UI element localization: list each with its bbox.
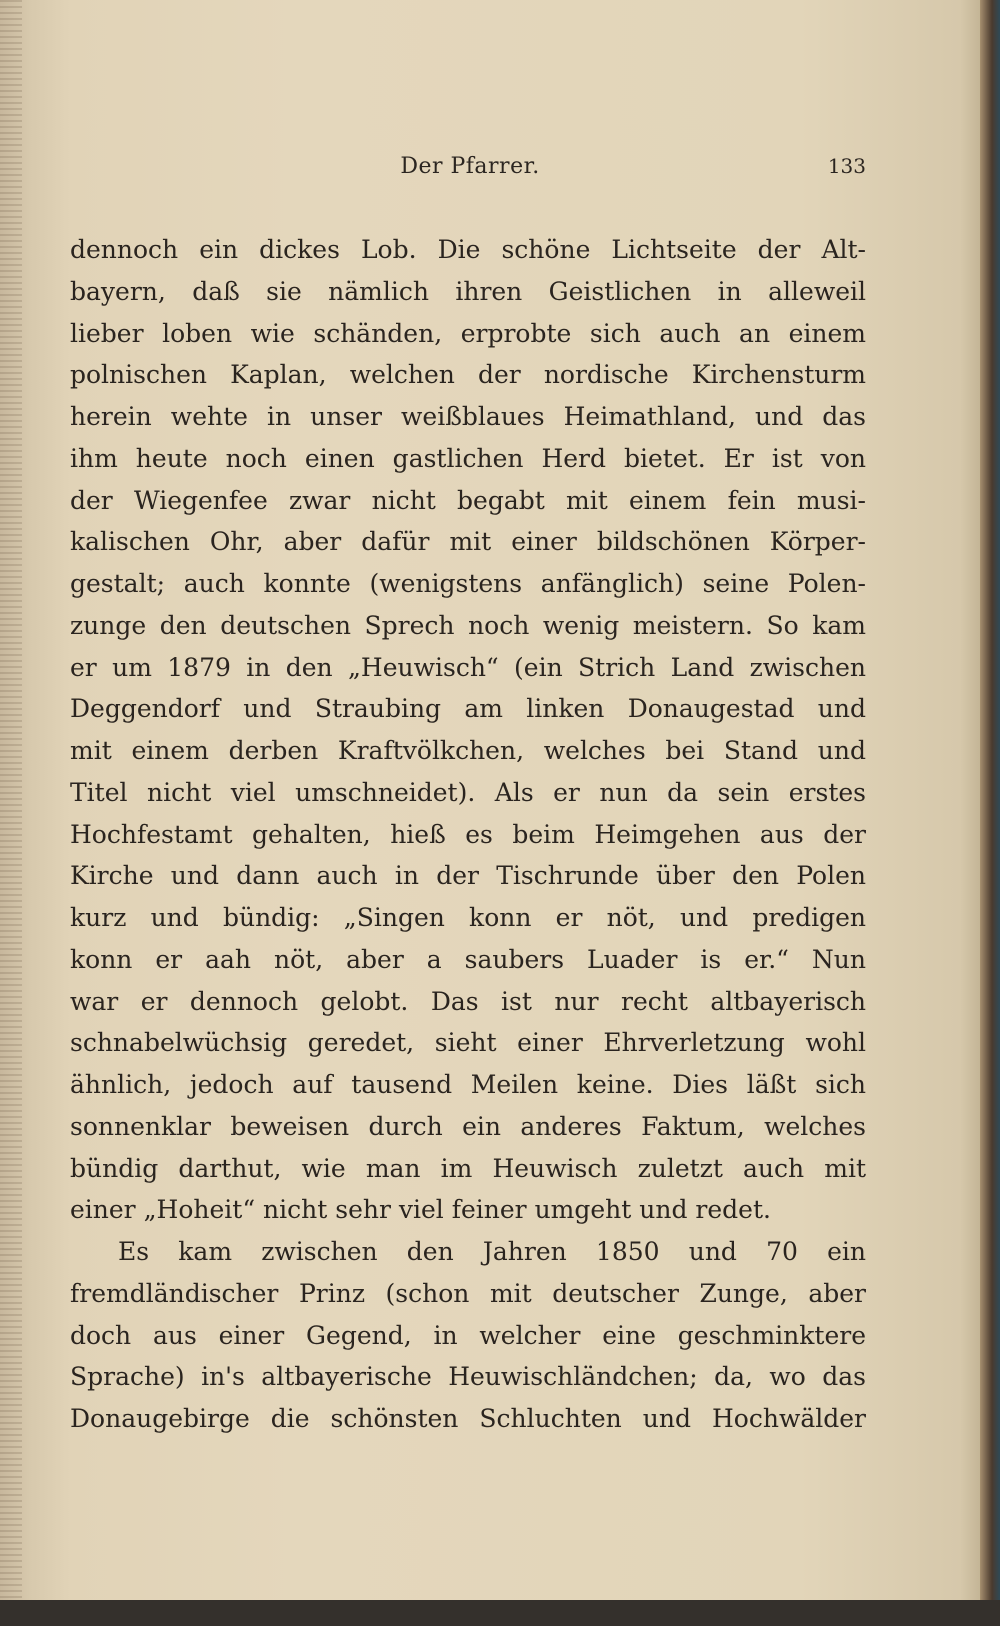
text-line: doch aus einer Gegend, in welcher eine geschminktere <box>70 1320 866 1350</box>
text-line: er um 1879 in den „Heuwisch“ (ein Strich Land zwischen <box>70 652 866 682</box>
text-line: kalischen Ohr, aber dafür mit einer bildschönen Körper- <box>70 527 866 557</box>
paragraph-first-line: Es kam zwischen den Jahren 1850 und 70 ein <box>118 1237 866 1266</box>
text-line: Titel nicht viel umschneidet). Als er nun da sein erstes <box>70 777 866 807</box>
text-line: Deggendorf und Straubing am linken Donaugestad und <box>70 694 866 724</box>
text-line: dennoch ein dickes Lob. Die schöne Lichtseite der Alt- <box>70 235 866 264</box>
text-line: herein wehte in unser weißblaues Heimathland, und das <box>70 402 866 431</box>
text-line: kurz und bündig: „Singen konn er nöt, und predigen <box>70 903 866 932</box>
text-line: war er dennoch gelobt. Das ist nur recht altbayerisch <box>70 986 866 1016</box>
text-line: ähnlich, jedoch auf tausend Meilen keine. Dies läßt sich <box>70 1070 866 1099</box>
text-line: bündig darthut, wie man im Heuwisch zuletzt auch mit <box>70 1153 866 1183</box>
text-line: bayern, daß sie nämlich ihren Geistlichen in alleweil <box>70 276 866 306</box>
text-line: mit einem derben Kraftvölkchen, welches bei Stand und <box>70 736 866 765</box>
text-line: fremdländischer Prinz (schon mit deutscher Zunge, aber <box>70 1278 866 1308</box>
paragraph-last-line: einer „Hoheit“ nicht sehr viel feiner umgeht und redet. <box>70 1195 771 1225</box>
text-line: schnabelwüchsig geredet, sieht einer Ehrverletzung wohl <box>70 1028 866 1058</box>
running-title: Der Pfarrer. <box>400 154 540 179</box>
page-gutter-edge <box>0 0 22 1600</box>
text-line: Donaugebirge die schönsten Schluchten und Hochwälder <box>70 1404 866 1433</box>
text-line: Kirche und dann auch in der Tischrunde über den Polen <box>70 861 866 891</box>
text-line: Hochfestamt gehalten, hieß es beim Heimgehen aus der <box>70 819 866 849</box>
text-line: polnischen Kaplan, welchen der nordische Kirchensturm <box>70 360 866 390</box>
text-line: sonnenklar beweisen durch ein anderes Faktum, welches <box>70 1111 866 1141</box>
text-line: gestalt; auch konnte (wenigstens anfänglich) seine Polen- <box>70 569 866 598</box>
scan-background-bottom <box>0 1600 1000 1626</box>
text-line: lieber loben wie schänden, erprobte sich auch an einem <box>70 318 866 348</box>
page-number: 133 <box>827 154 866 178</box>
body-text <box>70 229 866 1440</box>
text-line: ihm heute noch einen gastlichen Herd bietet. Er ist von <box>70 443 866 473</box>
book-cover-edge <box>980 0 1000 1626</box>
page-header <box>74 154 866 194</box>
text-line: der Wiegenfee zwar nicht begabt mit einem fein musi- <box>70 485 866 515</box>
text-line: Sprache) in's altbayerische Heuwischländchen; da, wo das <box>70 1362 866 1392</box>
text-line: konn er aah nöt, aber a saubers Luader is er.“ Nun <box>70 944 866 974</box>
text-line: zunge den deutschen Sprech noch wenig meistern. So kam <box>70 610 866 640</box>
